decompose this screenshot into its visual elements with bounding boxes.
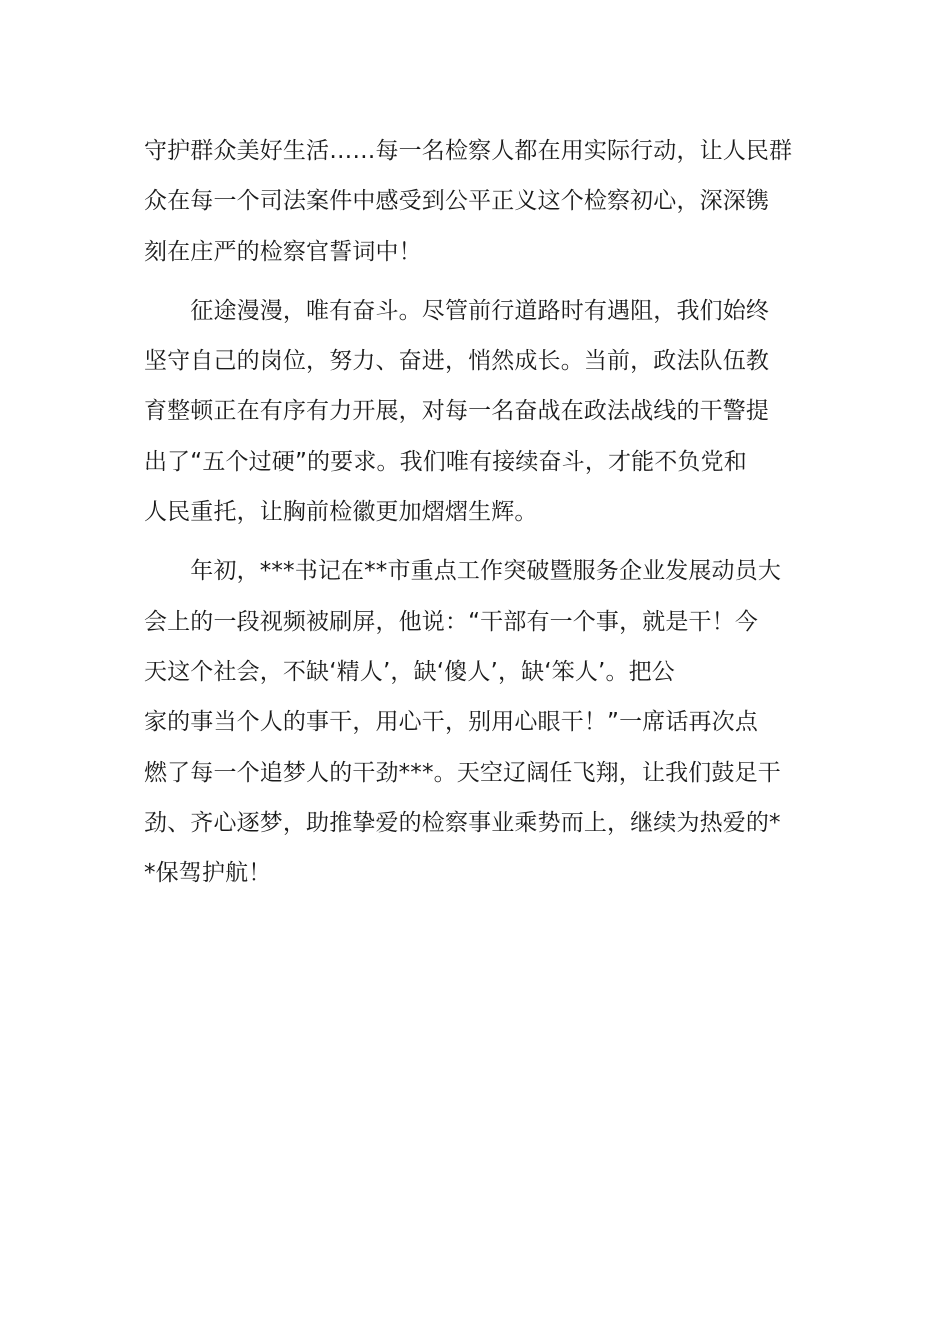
paragraph-line: 众在每一个司法案件中感受到公平正义这个检察初心，深深镌 [144,188,770,215]
paragraph-line: 守护群众美好生活……每一名检察人都在用实际行动，让人民群 [144,138,793,164]
paragraph-3 [144,546,808,898]
paragraph-line: 出了“五个过硬”的要求。我们唯有接续奋斗，才能不负党和 [144,448,747,475]
paragraph-line: 会上的一段视频被刷屏，他说：“干部有一个事，就是干！今 [144,608,758,635]
paragraph-line: 家的事当个人的事干，用心干，别用心眼干！”一席话再次点 [144,709,758,736]
paragraph-line: 人民重托，让胸前检徽更加熠熠生辉。 [144,499,538,526]
document-body [144,126,808,898]
paragraph-2 [144,286,808,537]
paragraph-line: 坚守自己的岗位，努力、奋进，悄然成长。当前，政法队伍教 [144,348,770,375]
paragraph-line: 刻在庄严的检察官誓词中！ [144,238,422,265]
paragraph-line: 年初，***书记在**市重点工作突破暨服务企业发展动员大 [144,558,781,585]
paragraph-line: 燃了每一个追梦人的干劲***。天空辽阔任飞翔，让我们鼓足干 [144,759,781,786]
paragraph-line: 育整顿正在有序有力开展，对每一名奋战在政法战线的干警提 [144,398,770,425]
paragraph-line: *保驾护航！ [144,860,272,887]
paragraph-1 [144,126,808,277]
paragraph-line: 劲、齐心逐梦，助推挚爱的检察事业乘势而上，继续为热爱的* [144,809,781,836]
paragraph-line: 天这个社会，不缺‘精人’，缺‘傻人’，缺‘笨人’。把公 [144,658,675,685]
paragraph-line: 征途漫漫，唯有奋斗。尽管前行道路时有遇阻，我们始终 [144,297,770,324]
